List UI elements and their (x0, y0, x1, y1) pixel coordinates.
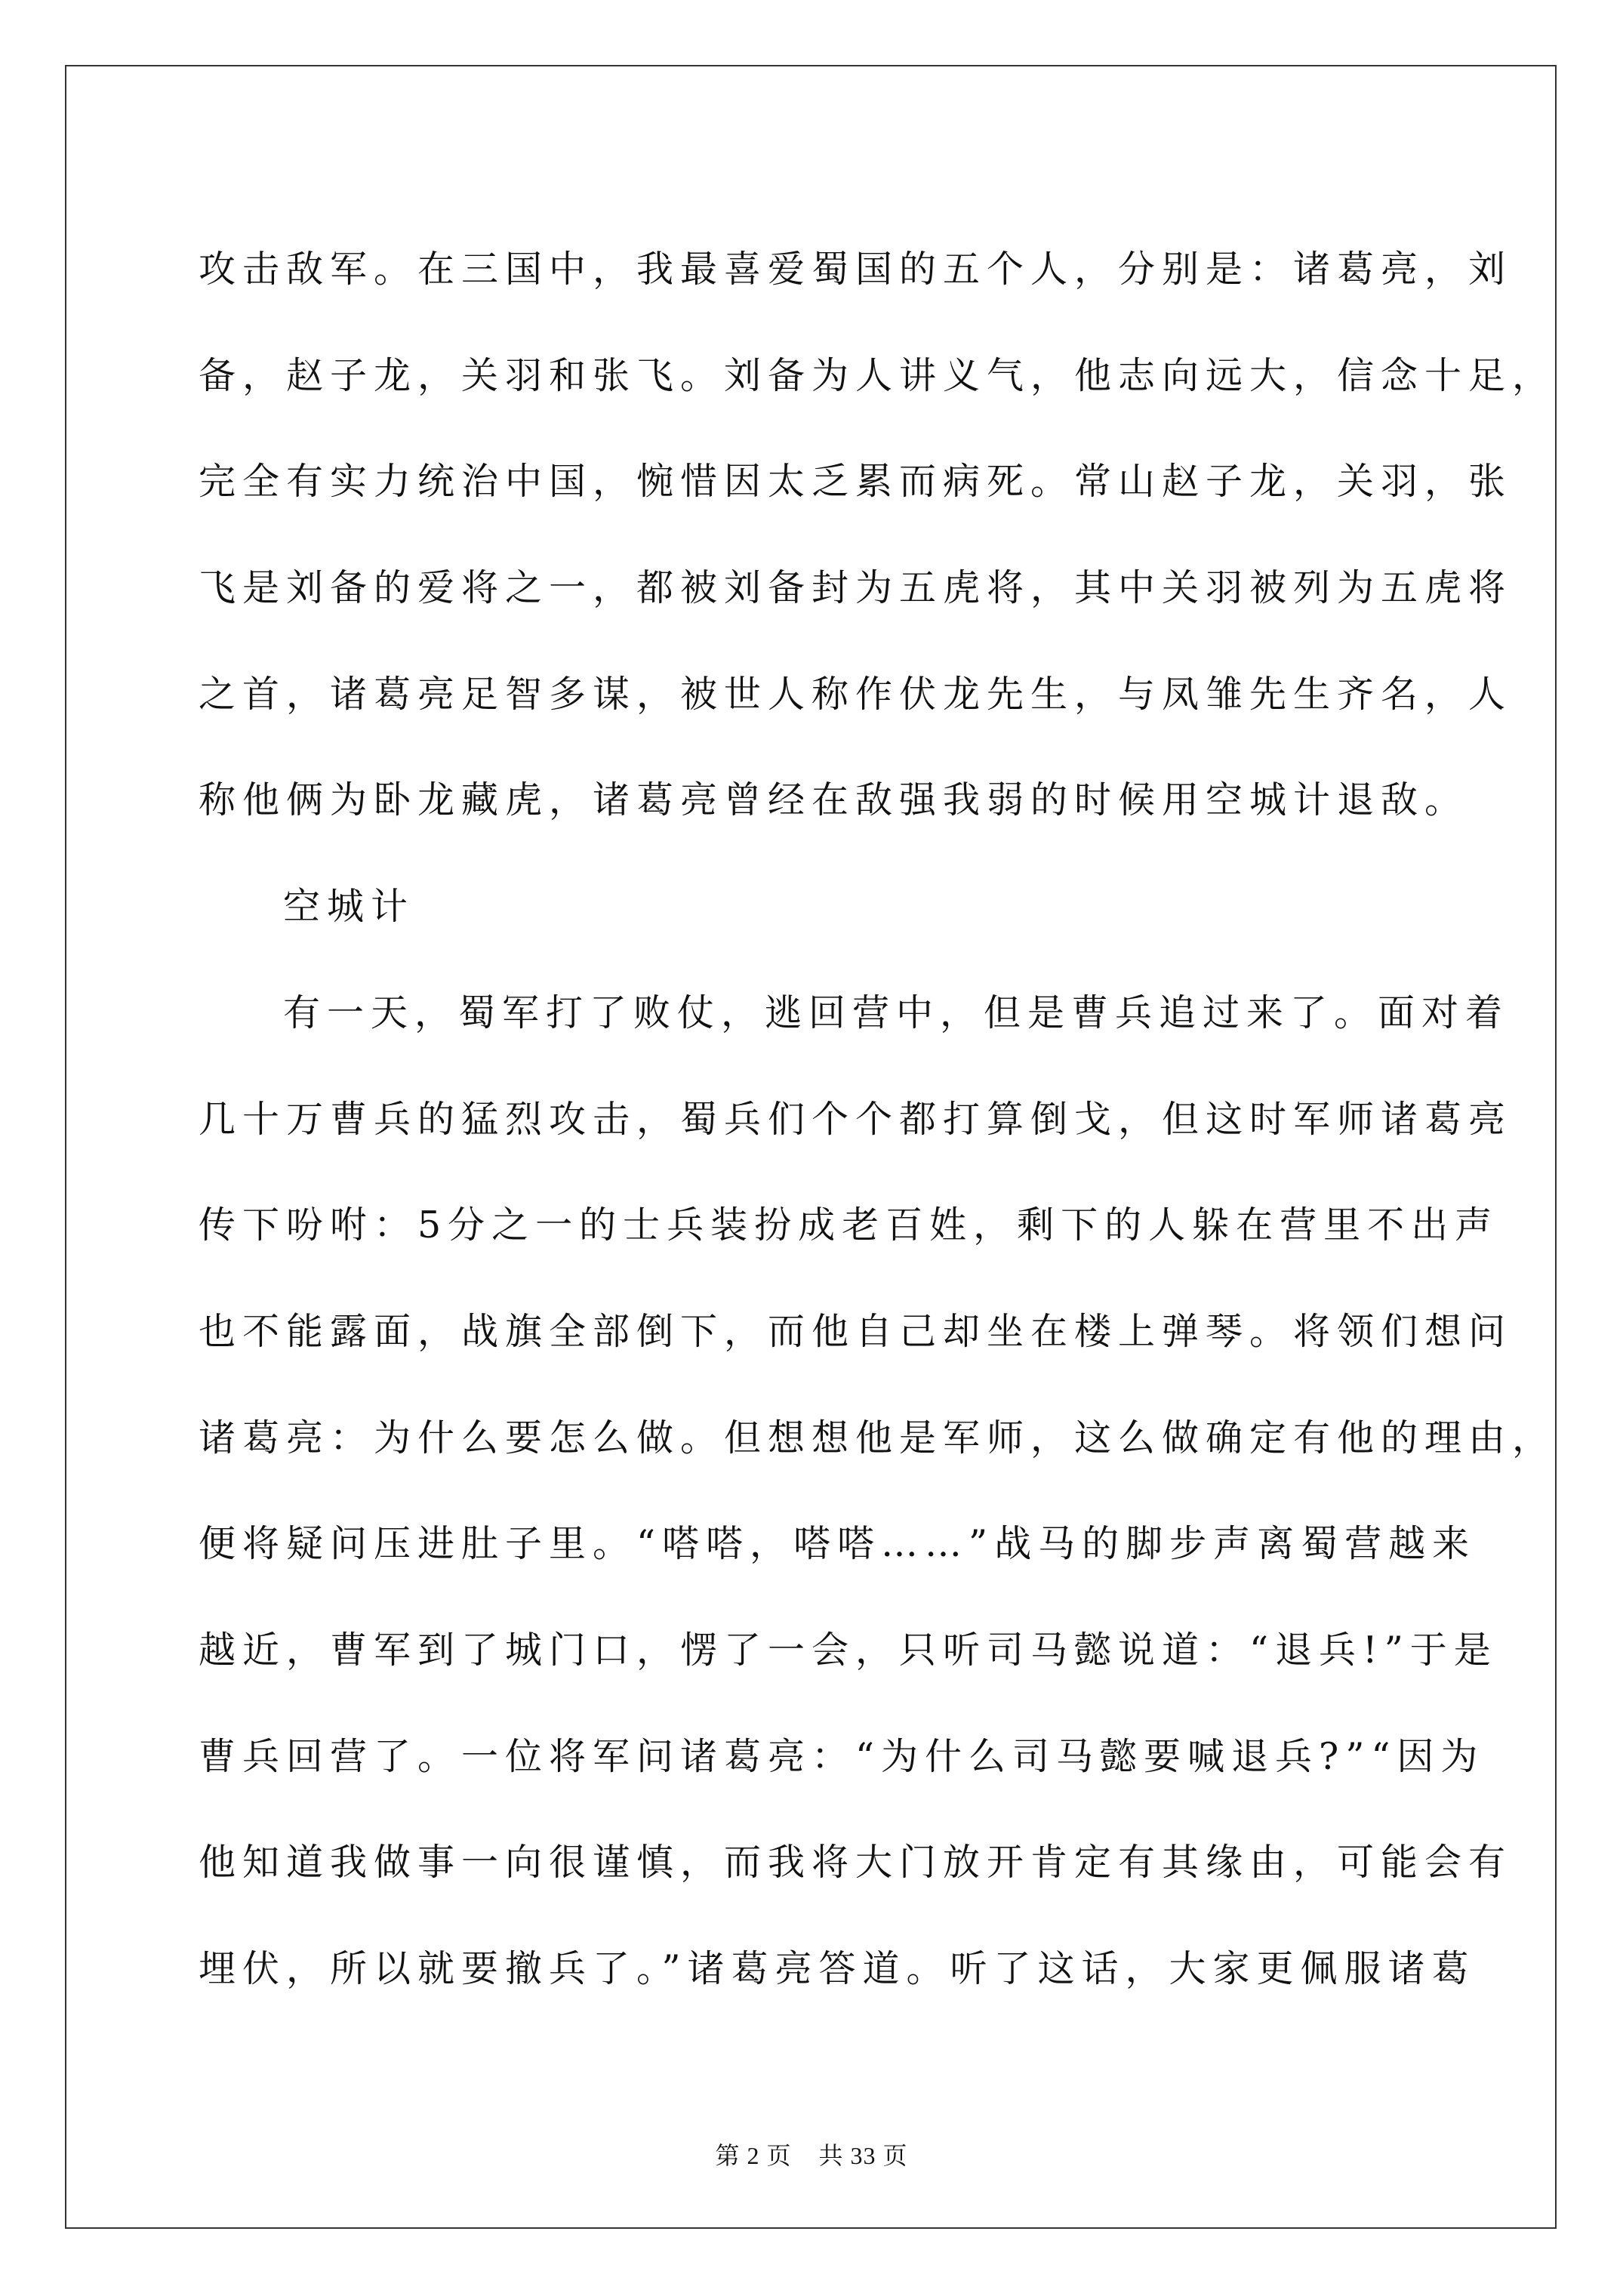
text-line: 也不能露面，战旗全部倒下，而他自己却坐在楼上弹琴。将领们想问 (199, 1309, 1513, 1353)
text-line: 越近，曹军到了城门口，愣了一会，只听司马懿说道：“退兵!”于是 (199, 1628, 1498, 1672)
text-line: 他知道我做事一向很谨慎，而我将大门放开肯定有其缘由，可能会有 (199, 1841, 1513, 1885)
text-line: 埋伏，所以就要撤兵了。”诸葛亮答道。听了这话，大家更佩服诸葛 (199, 1947, 1476, 1990)
text-line: 飞是刘备的爱将之一，都被刘备封为五虎将，其中关羽被列为五虎将 (199, 566, 1513, 610)
text-line: 完全有实力统治中国，惋惜因太乏累而病死。常山赵子龙，关羽，张 (199, 460, 1513, 504)
document-body (199, 217, 1557, 2023)
page-number-current: 第 2 页 (715, 2142, 792, 2169)
text-line: 之首，诸葛亮足智多谋，被世人称作伏龙先生，与凤雏先生齐名，人 (199, 672, 1513, 716)
text-line: 便将疑问压进肚子里。“嗒嗒，嗒嗒……”战马的脚步声离蜀营越来 (199, 1522, 1477, 1566)
text-line: 备，赵子龙，关羽和张飞。刘备为人讲义气，他志向远大，信念十足， (199, 353, 1557, 397)
text-line: 攻击敌军。在三国中，我最喜爱蜀国的五个人，分别是：诸葛亮，刘 (199, 248, 1513, 291)
text-line: 传下吩咐：5分之一的士兵装扮成老百姓，剩下的人躲在营里不出声 (199, 1203, 1499, 1247)
text-line: 有一天，蜀军打了败仗，逃回营中，但是曹兵追过来了。面对着 (283, 991, 1510, 1034)
text-line: 空城计 (283, 885, 415, 929)
text-line: 曹兵回营了。一位将军问诸葛亮：“为什么司马懿要喊退兵?”“因为 (199, 1734, 1485, 1778)
page-number-total: 共 33 页 (818, 2142, 908, 2169)
page-footer (0, 2137, 1623, 2171)
text-line: 诸葛亮：为什么要怎么做。但想想他是军师，这么做确定有他的理由， (199, 1416, 1557, 1459)
text-line: 称他俩为卧龙藏虎，诸葛亮曾经在敌强我弱的时候用空城计退敌。 (199, 778, 1469, 822)
text-line: 几十万曹兵的猛烈攻击，蜀兵们个个都打算倒戈，但这时军师诸葛亮 (199, 1097, 1513, 1141)
